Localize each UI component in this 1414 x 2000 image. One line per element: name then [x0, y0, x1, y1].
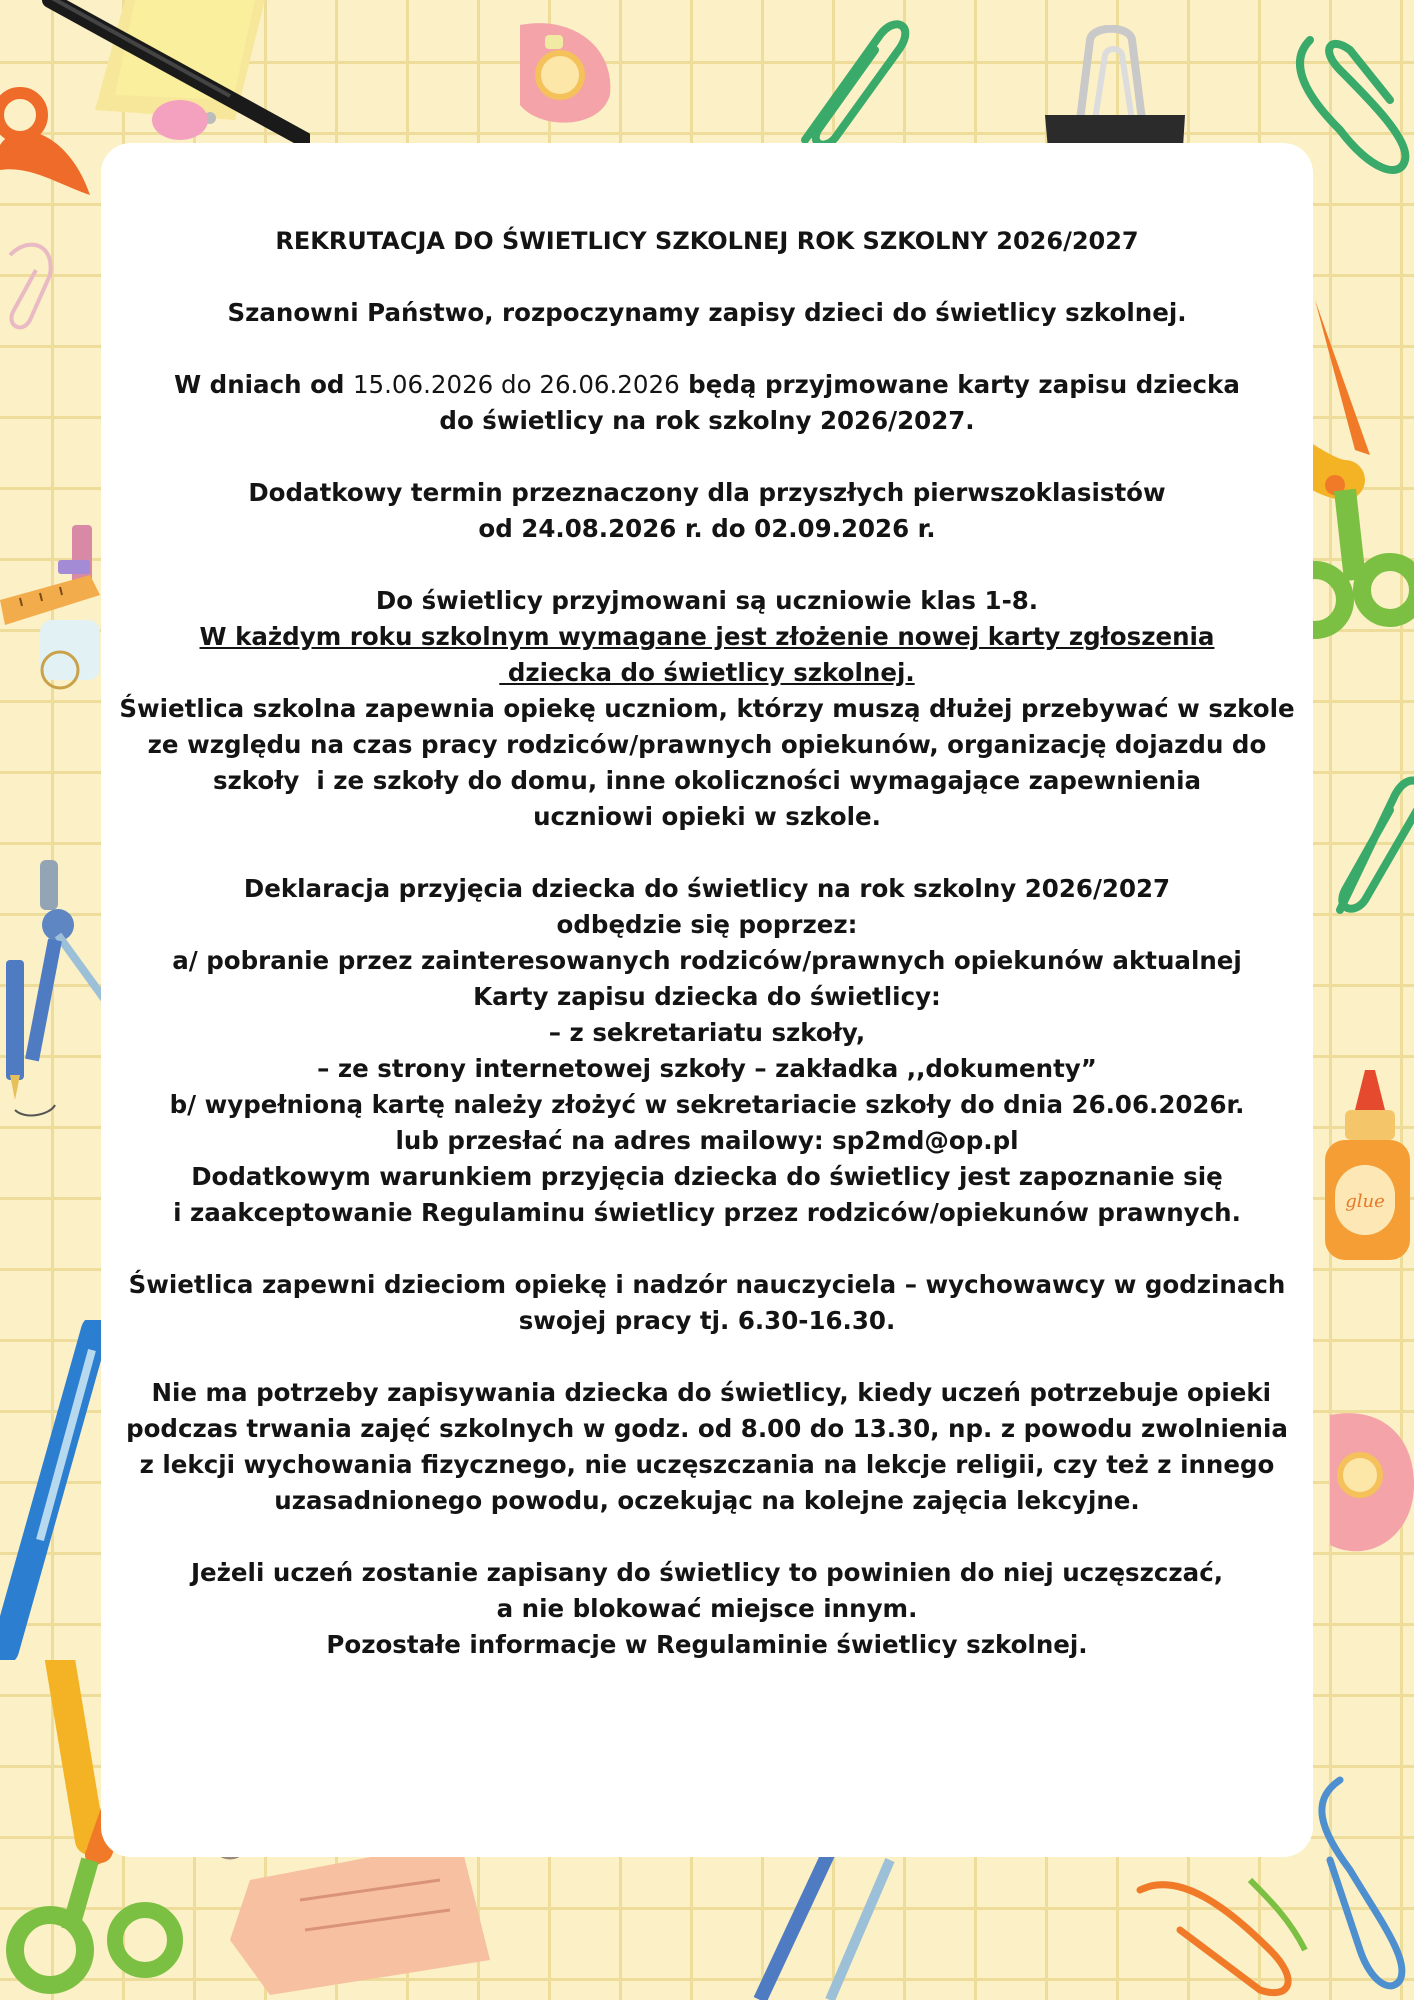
dates-line-2: do świetlicy na rok szkolny 2026/2027.: [439, 406, 975, 435]
care-line-3: szkoły i ze szkoły do domu, inne okoliczności wymagające zapewnienia: [212, 766, 1202, 795]
nonneed-line-1: Nie ma potrzeby zapisywania dziecka do świetlicy, kiedy uczeń potrzebuje opieki: [142, 1378, 1272, 1407]
paperclip-icon: [0, 225, 70, 335]
dates-prefix: W dniach od: [174, 370, 353, 399]
page-title: REKRUTACJA DO ŚWIETLICY SZKOLNEJ ROK SZKOLNY 2026/2027: [275, 227, 1139, 255]
nonneed-line-3: z lekcji wychowania fizycznego, nie uczęszczania na lekcje religii, czy też z innego: [139, 1450, 1275, 1479]
glue-bottle-icon: [1305, 1070, 1414, 1270]
decl-line-5: – z sekretariatu szkoły,: [548, 1018, 866, 1047]
announcement-card: [101, 143, 1313, 1857]
paperclip-icon: [1310, 760, 1414, 920]
dates-line: [101, 367, 1313, 403]
tape-dispenser-icon: [500, 15, 630, 135]
closing-line-1: Jeżeli uczeń zostanie zapisany do świetlicy to powinien do niej uczęszczać,: [190, 1558, 1224, 1587]
closing-line-3: Pozostałe informacje w Regulaminie świetlicy szkolnej.: [326, 1630, 1088, 1659]
decl-line-6: – ze strony internetowej szkoły – zakładka ,,dokumenty”: [317, 1054, 1097, 1083]
dates-mid: do: [493, 370, 540, 399]
yearly-notice-line-2: dziecka do świetlicy szkolnej.: [499, 658, 915, 687]
glue-label: glue: [1345, 1191, 1385, 1212]
care-line-2: ze względu na czas pracy rodziców/prawnych opiekunów, organizację dojazdu do: [147, 730, 1267, 759]
hours-line-1: Świetlica zapewni dzieciom opiekę i nadzór nauczyciela – wychowawcy w godzinach: [128, 1270, 1286, 1299]
greeting: Szanowni Państwo, rozpoczynamy zapisy dzieci do świetlicy szkolnej.: [227, 298, 1187, 327]
tape-dispenser-icon: [1310, 1405, 1414, 1565]
decl-line-8-email: lub przesłać na adres mailowy: sp2md@op.pl: [395, 1126, 1019, 1155]
compass-icon: [720, 1850, 900, 2000]
hours-line-2: swojej pracy tj. 6.30-16.30.: [518, 1306, 896, 1335]
care-line-4: uczniowi opieki w szkole.: [533, 802, 881, 831]
date-from: 15.06.2026: [352, 370, 494, 399]
paperclip-icon: [1120, 1860, 1320, 2000]
pen-icon: [0, 1320, 110, 1660]
care-line-1: Świetlica szkolna zapewnia opiekę uczniom, którzy muszą dłużej przebywać w szkole: [119, 694, 1295, 723]
paperclip-icon: [790, 10, 910, 150]
decl-line-4: Karty zapisu dziecka do świetlicy:: [473, 982, 941, 1011]
scissors-icon: [0, 75, 110, 225]
eraser-icon: [150, 95, 210, 145]
compass-icon: [0, 860, 110, 1140]
dates-suffix: będą przyjmowane karty zapisu dziecka: [679, 370, 1240, 399]
ruler-icon: [0, 520, 110, 690]
decl-line-7: b/ wypełnioną kartę należy złożyć w sekretariacie szkoły do dnia 26.06.2026r.: [169, 1090, 1245, 1119]
date-to: 26.06.2026: [539, 370, 680, 399]
decl-line-9: Dodatkowym warunkiem przyjęcia dziecka do świetlicy jest zapoznanie się: [191, 1162, 1223, 1191]
extra-term-line-2: od 24.08.2026 r. do 02.09.2026 r.: [478, 514, 936, 543]
paperclip-icon: [1300, 1760, 1414, 2000]
decl-line-10: i zaakceptowanie Regulaminu świetlicy przez rodziców/opiekunów prawnych.: [173, 1198, 1241, 1227]
nonneed-line-2: podczas trwania zajęć szkolnych w godz. od 8.00 do 13.30, np. z powodu zwolnienia: [126, 1414, 1288, 1443]
extra-term-line-1: Dodatkowy termin przeznaczony dla przyszłych pierwszoklasistów: [248, 478, 1166, 507]
classes-info: Do świetlicy przyjmowani są uczniowie klas 1-8.: [375, 586, 1039, 615]
decl-line-1: Deklaracja przyjęcia dziecka do świetlicy na rok szkolny 2026/2027: [243, 874, 1171, 903]
decl-line-2: odbędzie się poprzez:: [556, 910, 858, 939]
closing-line-2: a nie blokować miejsce innym.: [496, 1594, 918, 1623]
nonneed-line-4: uzasadnionego powodu, oczekując na kolejne zajęcia lekcyjne.: [274, 1486, 1140, 1515]
decl-line-3: a/ pobranie przez zainteresowanych rodziców/prawnych opiekunów aktualnej: [172, 946, 1242, 975]
announcement-text: [101, 223, 1313, 1663]
yearly-notice-line-1: W każdym roku szkolnym wymagane jest złożenie nowej karty zgłoszenia: [199, 622, 1215, 651]
